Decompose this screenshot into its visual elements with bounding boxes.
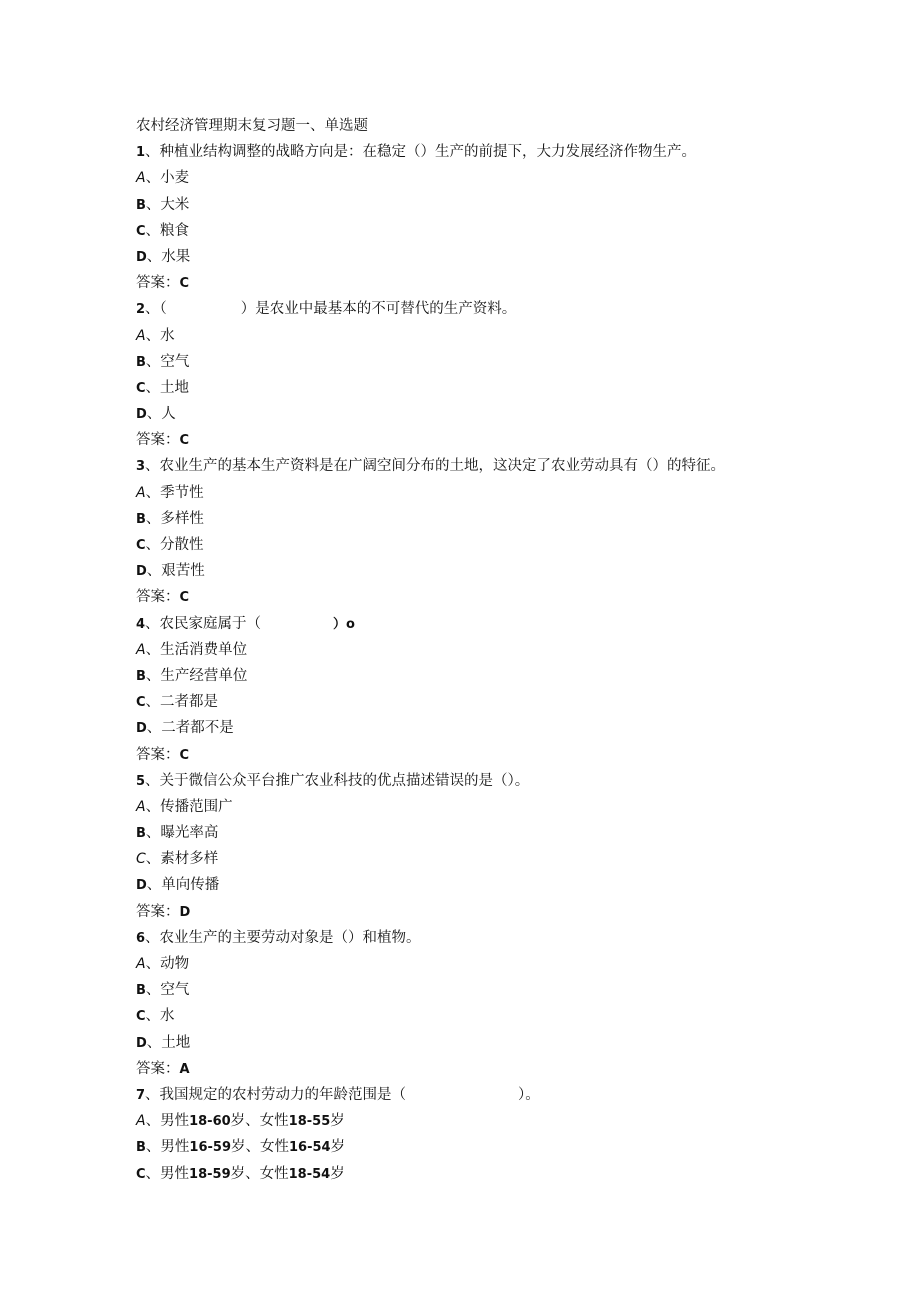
option-text: 岁、女性 [231, 1139, 289, 1156]
option-text: 、曝光率高 [145, 825, 219, 842]
option-letter: C [136, 695, 146, 711]
question-5-option-b [136, 820, 836, 846]
option-text: 、素材多样 [145, 851, 219, 868]
question-4-option-d [136, 715, 836, 741]
option-text: 、单向传播 [146, 877, 220, 894]
question-2-answer [136, 427, 836, 453]
question-5-option-d [136, 872, 836, 898]
option-letter: A [136, 1113, 146, 1130]
question-separator: 、 [145, 144, 160, 161]
option-letter: D [136, 249, 147, 265]
option-letter: D [136, 721, 147, 737]
question-tail: ）。 [518, 1086, 540, 1103]
question-2-option-c [136, 375, 836, 401]
answer-label: 答案： [136, 903, 180, 920]
question-3-option-c [136, 532, 836, 558]
option-text: 、水果 [146, 248, 191, 265]
question-6-option-b [136, 977, 836, 1003]
option-text: 、空气 [145, 982, 190, 999]
question-separator: 、 [145, 1086, 160, 1103]
option-letter: C [136, 538, 146, 553]
question-number: 5 [136, 773, 146, 789]
option-letter: C [136, 1166, 146, 1182]
option-text: 、男性 [145, 1139, 190, 1156]
question-2 [136, 296, 836, 322]
option-text: 、大米 [145, 196, 190, 213]
option-text: 、多样性 [145, 510, 204, 527]
question-7-option-c [136, 1161, 836, 1187]
answer-value: C [179, 276, 190, 292]
question-2-option-b [136, 349, 836, 375]
option-text: 、生活消费单位 [145, 641, 248, 658]
option-letter: A [136, 641, 146, 658]
option-letter: A [136, 484, 146, 501]
age-range-male: 16-59 [189, 1140, 231, 1156]
option-text: 、小麦 [145, 170, 190, 187]
option-letter: A [136, 327, 146, 344]
answer-value: C [179, 747, 190, 763]
question-separator: 、 [145, 458, 160, 475]
option-letter: C [136, 380, 146, 396]
age-range-female: 16-54 [289, 1140, 331, 1156]
answer-value: C [179, 433, 190, 449]
question-5-option-a [136, 794, 836, 820]
question-3-option-b [136, 506, 836, 532]
question-1-option-c [136, 218, 836, 244]
question-number: 1 [136, 145, 146, 161]
question-6 [136, 925, 836, 951]
option-text: 、土地 [145, 379, 190, 396]
option-text: 岁 [330, 1165, 345, 1182]
question-number: 2 [136, 302, 146, 318]
question-4-option-a [136, 637, 836, 663]
question-1-option-d [136, 244, 836, 270]
option-text: 岁、女性 [230, 1113, 289, 1130]
question-text: 农业生产的基本生产资料是在广阔空间分布的土地，这决定了农业劳动具有（）的特征。 [159, 458, 726, 475]
option-letter: C [136, 223, 146, 239]
question-4-answer [136, 742, 836, 768]
age-range-female: 18-55 [288, 1114, 331, 1130]
question-number: 3 [136, 459, 146, 475]
question-1-option-b [136, 192, 836, 218]
question-5 [136, 768, 836, 794]
question-7-option-a [136, 1108, 836, 1134]
question-4-option-c [136, 689, 836, 715]
option-letter: A [136, 956, 146, 972]
question-7 [136, 1082, 836, 1108]
option-letter: D [136, 407, 147, 423]
question-text: 关于微信公众平台推广农业科技的优点描述错误的是（）。 [159, 772, 530, 789]
option-text: 、水 [145, 327, 175, 344]
question-5-answer [136, 899, 836, 925]
answer-label: 答案： [136, 432, 180, 449]
age-range-female: 18-54 [288, 1166, 331, 1182]
option-text: 、二者都不是 [146, 720, 234, 737]
option-text: 、空气 [145, 353, 190, 370]
answer-label: 答案： [136, 1060, 180, 1077]
question-4-option-b [136, 663, 836, 689]
option-text: 、二者都是 [145, 694, 219, 711]
question-tail: ）o [333, 616, 355, 632]
answer-value: C [179, 590, 190, 606]
option-letter: C [136, 1009, 146, 1025]
question-separator: 、 [145, 772, 160, 789]
question-number: 6 [136, 930, 146, 946]
answer-label: 答案： [136, 589, 180, 606]
answer-value: A [179, 1061, 190, 1077]
option-letter: B [136, 668, 146, 684]
option-text: 、生产经营单位 [145, 667, 248, 684]
option-text: 、男性 [145, 1113, 190, 1130]
answer-value: D [179, 904, 191, 920]
option-text: 、粮食 [145, 222, 190, 239]
question-number: 4 [136, 616, 146, 632]
option-text: 、男性 [145, 1165, 190, 1182]
option-letter: A [136, 170, 146, 187]
option-letter: D [136, 878, 147, 894]
question-separator: 、 [145, 929, 160, 946]
option-letter: C [136, 851, 146, 868]
option-letter: B [136, 826, 146, 842]
option-text: 、动物 [145, 956, 190, 972]
question-6-option-c [136, 1003, 836, 1029]
question-separator: 、 [145, 615, 160, 632]
question-4 [136, 611, 836, 637]
question-1-answer [136, 270, 836, 296]
option-text: 、季节性 [145, 484, 204, 501]
question-6-option-a [136, 951, 836, 977]
option-text: 、水 [145, 1008, 175, 1025]
option-text: 岁、女性 [230, 1165, 289, 1182]
option-text: 岁 [330, 1139, 346, 1156]
question-text: 农民家庭属于（ [159, 615, 262, 632]
option-letter: B [136, 983, 146, 999]
question-3-answer [136, 584, 836, 610]
option-text: 岁 [330, 1113, 345, 1130]
option-letter: B [136, 1140, 146, 1156]
question-3-option-d [136, 558, 836, 584]
question-2-option-d [136, 401, 836, 427]
question-text: 我国规定的农村劳动力的年龄范围是（ [159, 1086, 407, 1103]
question-6-answer [136, 1056, 836, 1082]
question-text: ）是农业中最基本的不可替代的生产资料。 [240, 301, 517, 318]
question-1-option-a [136, 165, 836, 191]
question-5-option-c [136, 846, 836, 872]
answer-label: 答案： [136, 746, 180, 763]
option-letter: D [136, 1035, 147, 1051]
question-2-option-a [136, 323, 836, 349]
question-3-option-a [136, 480, 836, 506]
option-text: 、传播范围广 [145, 798, 233, 815]
option-text: 、人 [146, 406, 176, 423]
option-letter: B [136, 354, 146, 370]
exam-document [136, 113, 836, 1187]
answer-label: 答案： [136, 275, 180, 292]
option-letter: D [136, 564, 147, 580]
question-number: 7 [136, 1087, 146, 1103]
age-range-male: 18-59 [189, 1166, 231, 1182]
question-7-option-b [136, 1134, 836, 1160]
question-separator: 、（ [145, 301, 167, 318]
option-text: 、分散性 [145, 537, 204, 553]
question-3 [136, 453, 836, 479]
question-text: 种植业结构调整的战略方向是：在稳定（）生产的前提下，大力发展经济作物生产。 [159, 144, 697, 161]
question-1 [136, 139, 836, 165]
option-letter: B [136, 197, 146, 213]
document-title: 农村经济管理期末复习题一、单选题 [136, 118, 368, 134]
question-6-option-d [136, 1030, 836, 1056]
age-range-male: 18-60 [189, 1114, 231, 1130]
option-text: 、艰苦性 [146, 563, 205, 580]
option-letter: B [136, 511, 146, 527]
option-text: 、土地 [146, 1034, 191, 1051]
option-letter: A [136, 798, 146, 815]
question-text: 农业生产的主要劳动对象是（）和植物。 [159, 929, 421, 946]
